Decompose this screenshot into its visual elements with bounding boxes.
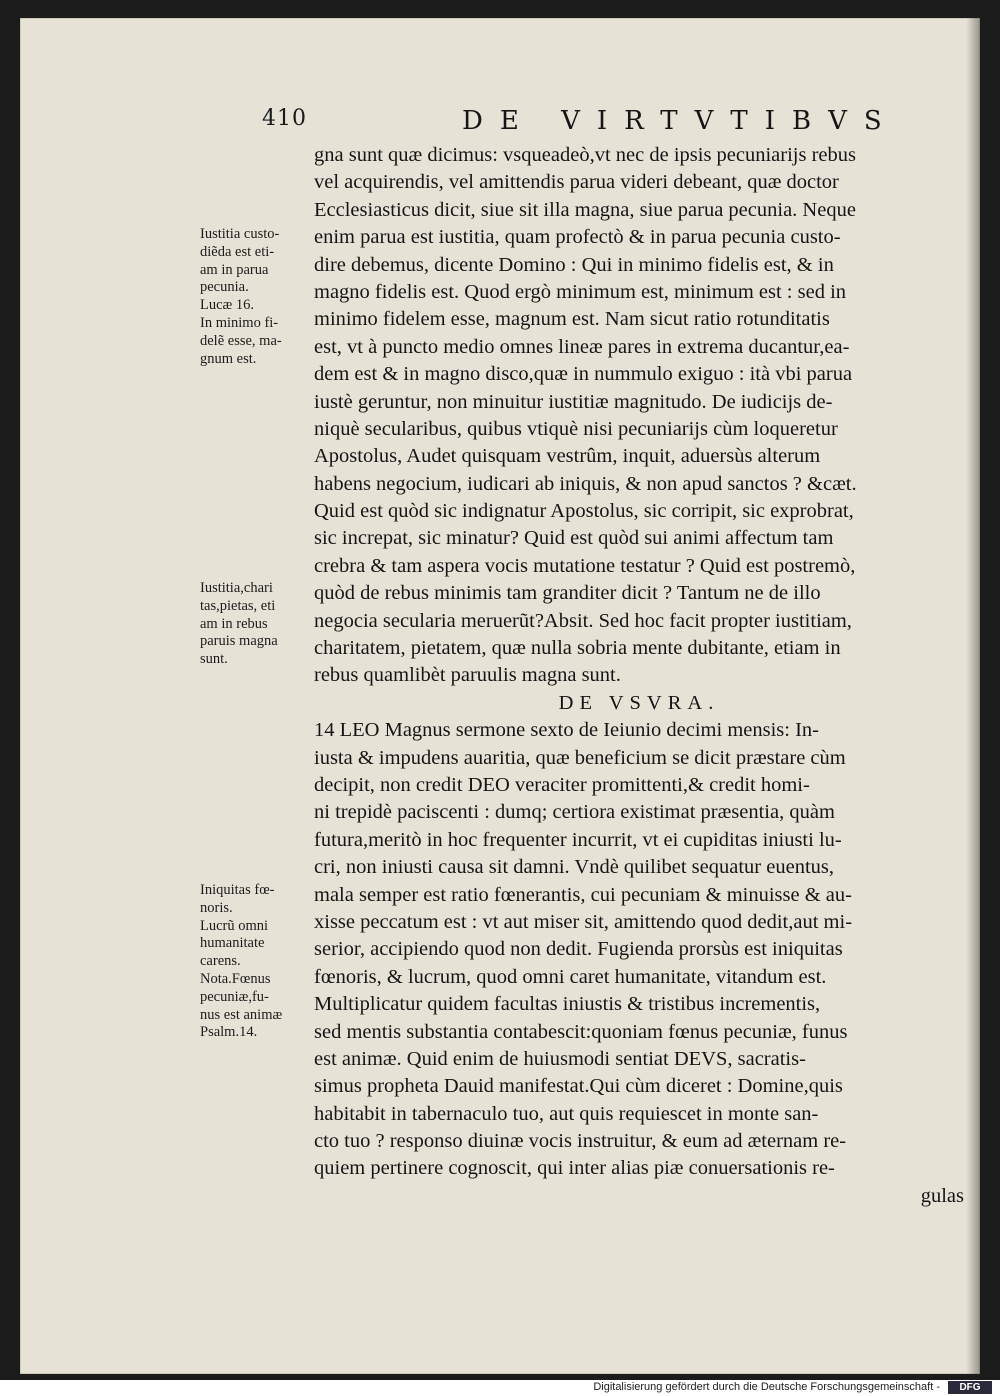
text-line: quiem pertinere cognoscit, qui inter alias piæ conuersationis re- <box>314 1157 835 1180</box>
text-line: cri, non iniusti causa sit damni. Vndè quilibet sequatur euentus, <box>314 856 834 879</box>
text-line: Quid est quòd sic indignatur Apostolus, sic corripit, sic exprobrat, <box>314 500 854 523</box>
text-line: decipit, non credit DEO veraciter promittenti,& credit homi- <box>314 773 810 796</box>
text-line: niquè secularibus, quibus vtiquè nisi pecuniarijs cùm loqueretur <box>314 417 838 440</box>
note-line: In minimo fi- <box>200 314 279 331</box>
note-line: pecunia. <box>200 279 249 296</box>
page-edge-shadow <box>966 18 980 1374</box>
text-line: iusta & impudens auaritia, quæ beneficium se dicit præstare cùm <box>314 746 846 769</box>
note-line: Iustitia,chari <box>200 580 273 596</box>
text-line: negocia secularia meruerũt?Absit. Sed hoc facit propter iustitiam, <box>314 609 852 632</box>
note-line: gnum est. <box>200 350 257 367</box>
text-line: futura,meritò in hoc frequenter incurrit, vt ei cupiditas iniusti lu- <box>314 828 842 851</box>
note-line: delẽ esse, ma- <box>200 332 282 349</box>
text-line: sic increpat, sic minatur? Quid est quòd sui animi affectum tam <box>314 527 834 550</box>
note-line: Psalm.14. <box>200 1024 258 1041</box>
page-header <box>262 106 952 146</box>
text-line: vel acquirendis, vel amittendis parua videri debeant, quæ doctor <box>314 171 839 194</box>
digitization-credit: Digitalisierung gefördert durch die Deutsche Forschungsgemeinschaft - <box>593 1381 940 1393</box>
note-line: sunt. <box>200 651 228 668</box>
text-line: est animæ. Quid enim de huiusmodi sentiat DEVS, sacratis- <box>314 1047 806 1070</box>
marginal-note-1 <box>200 226 315 368</box>
text-line: minimo fidelem esse, magnum est. Nam sicut ratio rotunditatis <box>314 308 830 331</box>
text-line: gna sunt quæ dicimus: vsqueadeò,vt nec de ipsis pecuniarijs rebus <box>314 144 857 166</box>
dfg-logo: DFG <box>948 1381 992 1394</box>
text-line: habens negocium, iudicari ab iniquis, & non apud sanctos ? &cæt. <box>314 472 857 495</box>
note-line: am in parua <box>200 261 269 278</box>
section-heading: DE VSVRA. <box>558 691 720 714</box>
text-line: ni trepidè paciscenti : dumq; certiora existimat præsentia, quàm <box>314 801 835 824</box>
text-line: sed mentis substantia contabescit:quoniam fœnus pecuniæ, funus <box>314 1020 848 1043</box>
text-line: crebra & tam aspera vocis mutatione testatur ? Quid est postremò, <box>314 554 856 577</box>
text-line: est, vt à puncto medio omnes lineæ pares in extrema ducantur,ea- <box>314 335 850 358</box>
text-line: xisse peccatum est : vt aut miser sit, amittendo quod dedit,aut mi- <box>314 910 853 933</box>
text-line: charitatem, pietatem, quæ nulla sobria mente dubitante, etiam in <box>314 637 841 660</box>
marginal-note-3 <box>200 882 315 1042</box>
text-line: cto tuo ? responso diuinæ vocis instruitur, & eum ad æternam re- <box>314 1130 847 1153</box>
catchword: gulas <box>920 1184 964 1207</box>
text-line: dire debemus, dicente Domino : Qui in minimo fidelis est, & in <box>314 253 834 276</box>
note-line: Lucrũ omni <box>200 917 269 934</box>
text-line: enim parua est iustitia, quam profectò & in parua pecunia custo- <box>314 226 841 249</box>
note-line: Lucæ 16. <box>200 297 254 314</box>
text-line: 14 LEO Magnus sermone sexto de Ieiunio decimi mensis: In- <box>314 719 819 742</box>
note-line: tas,pietas, eti <box>200 597 276 614</box>
note-line: noris. <box>200 899 233 916</box>
note-line: Iniquitas fœ- <box>200 882 275 898</box>
text-line: Apostolus, Audet quisquam vestrûm, inquit, aduersùs alterum <box>314 445 821 468</box>
note-line: humanitate <box>200 935 265 952</box>
running-title: DE VIRTVTIBVS <box>462 106 899 136</box>
text-line: magno fidelis est. Quod ergò minimum est, minimum est : sed in <box>314 280 847 303</box>
text-line: serior, accipiendo quod non dedit. Fugienda prorsùs est iniquitas <box>314 938 843 961</box>
page-number: 410 <box>262 106 307 131</box>
marginal-note-2 <box>200 580 315 669</box>
text-line: fœnoris, & lucrum, quod omni caret humanitate, vitandum est. <box>314 965 827 988</box>
note-line: Iustitia custo- <box>200 226 280 242</box>
text-line: habitabit in tabernaculo tuo, aut quis requiescet in monte san- <box>314 1102 819 1125</box>
text-line: iustè geruntur, non minuitur iustitiæ magnitudo. De iudicijs de- <box>314 390 833 413</box>
text-line: Multiplicatur quidem facultas iniustis & tristibus incrementis, <box>314 993 821 1016</box>
text-line: rebus quamlibèt paruulis magna sunt. <box>314 664 621 687</box>
note-line: Nota.Fœnus <box>200 970 271 987</box>
text-line: quòd de rebus minimis tam granditer dicit ? Tantum ne de illo <box>314 582 821 605</box>
note-line: diẽda est eti- <box>200 243 275 260</box>
note-line: paruis magna <box>200 633 278 650</box>
text-line: mala semper est ratio fœnerantis, cui pecuniam & minuisse & au- <box>314 883 852 906</box>
note-line: carens. <box>200 953 241 970</box>
main-text-column <box>314 142 964 1210</box>
text-line: dem est & in magno disco,quæ in nummulo exiguo : ità vbi parua <box>314 363 853 386</box>
note-line: pecuniæ,fu- <box>200 988 269 1005</box>
note-line: am in rebus <box>200 615 268 632</box>
note-line: nus est animæ <box>200 1006 283 1023</box>
text-line: simus propheta Dauid manifestat.Qui cùm diceret : Domine,quis <box>314 1075 843 1098</box>
text-line: Ecclesiasticus dicit, siue sit illa magna, siue parua pecunia. Neque <box>314 198 856 221</box>
